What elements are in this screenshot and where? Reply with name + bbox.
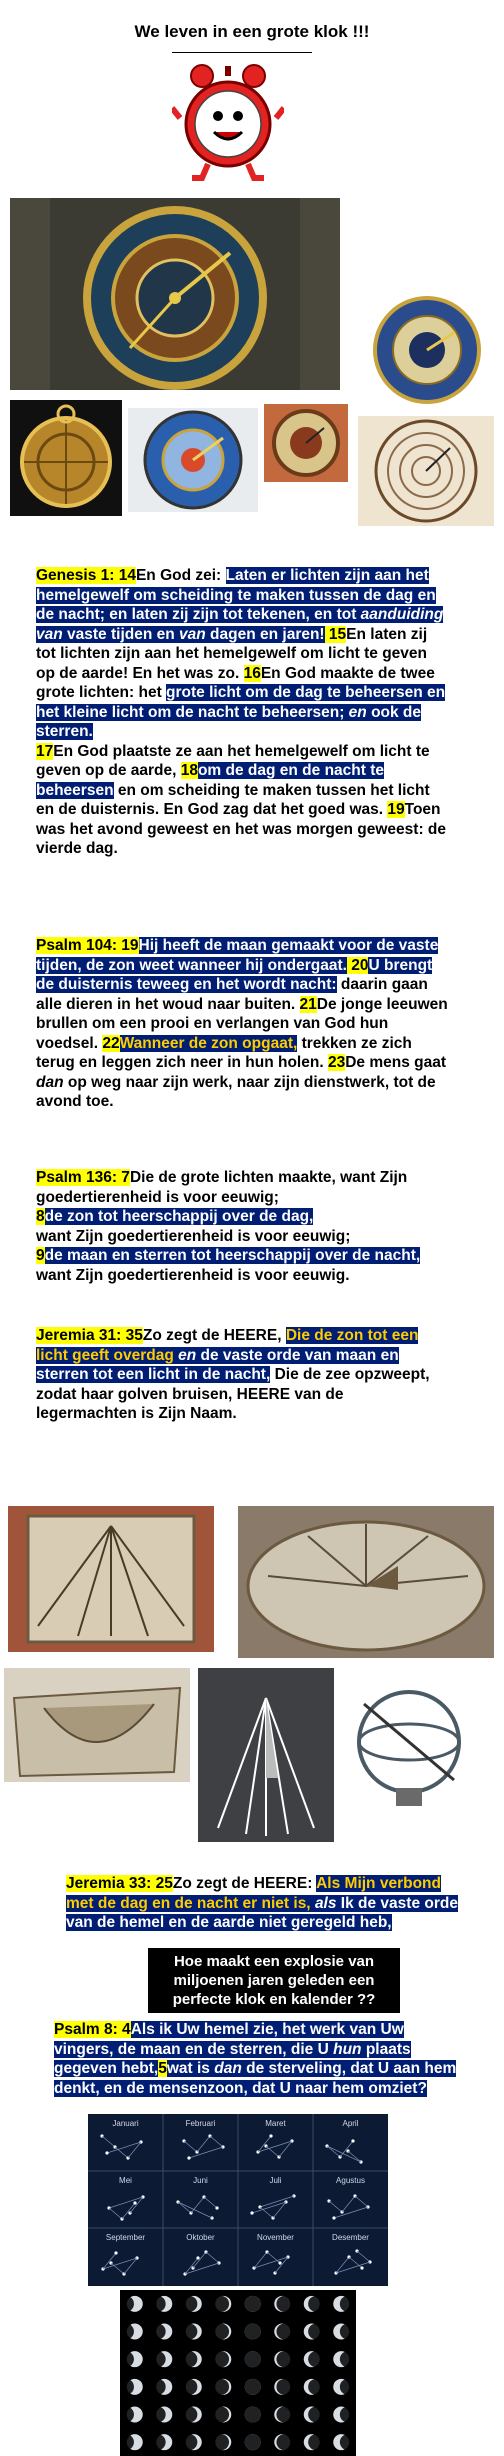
moon-icon: [274, 2379, 292, 2395]
moon-icon: [245, 2379, 261, 2395]
moon-icon: [245, 2351, 261, 2367]
star-icon: [215, 2206, 218, 2209]
moon-icon: [150, 2324, 173, 2340]
month-label: Desember: [332, 2233, 369, 2242]
moon-icon: [150, 2407, 173, 2423]
moon-icon: [245, 2296, 261, 2312]
armillary-sundial-photo: [344, 1684, 474, 1810]
moon-icon: [304, 2379, 324, 2395]
verse-ref-psalm-8: Psalm 8: 4: [54, 2021, 131, 2038]
moon-icon: [150, 2296, 173, 2312]
month-label: November: [257, 2233, 294, 2242]
moon-icon: [304, 2434, 324, 2450]
alarm-clock-cartoon: [172, 60, 284, 182]
star-icon: [278, 2261, 281, 2264]
month-label: Januari: [112, 2119, 139, 2128]
vertical-sundial-photo: [198, 1668, 334, 1842]
moon-icon: [274, 2324, 292, 2340]
month-label: Juli: [269, 2176, 282, 2185]
verse-ref-psalm-104: Psalm 104: 19: [36, 937, 139, 954]
month-label: Februari: [185, 2119, 216, 2128]
moon-icon: [181, 2379, 201, 2395]
moon-icon: [333, 2324, 356, 2340]
moon-icon: [245, 2324, 261, 2340]
verse-ref-genesis: Genesis 1: 14: [36, 567, 136, 584]
moon-icon: [181, 2296, 201, 2312]
moon-icon: [120, 2379, 143, 2395]
page-title: We leven in een grote klok !!!: [134, 22, 370, 41]
moon-icon: [274, 2296, 292, 2312]
blue-clock-photo: [128, 408, 258, 512]
moon-icon: [120, 2351, 143, 2367]
moon-icon: [150, 2379, 173, 2395]
verse-ref-psalm-136: Psalm 136: 7: [36, 1169, 130, 1186]
jeremia-33-passage: Jeremia 33: 25Zo zegt de HEERE: Als Mijn verbond met de dag en de nacht er niet is, als Ik de vaste orde van de hemel en de aarde niet geregeld heb,: [66, 1875, 458, 1931]
moon-icon: [181, 2351, 201, 2367]
star-icon: [196, 2256, 199, 2259]
moon-icon: [181, 2434, 201, 2450]
month-label: Juni: [193, 2176, 208, 2185]
month-label: Oktober: [186, 2233, 215, 2242]
psalm-136-passage: Psalm 136: 7Die de grote lichten maakte, want Zijn goedertierenheid is voor eeuwig; 8de zon tot heerschappij over de dag, want Zijn goedertierenheid is voor eeuwig; 9de maan en sterren tot heerschappij over de nacht, want Zijn goedertierenheid is voor eeuwig.: [36, 1169, 421, 1284]
jeremia-31-passage: Jeremia 31: 35Zo zegt de HEERE, Die de zon tot een licht geeft overdag en de vaste orde van maan en sterren tot een licht in de nacht, Die de zee opzweept, zodat haar golven bruisen, HEERE van de legermachten is Zijn Naam.: [36, 1327, 430, 1422]
moon-icon: [213, 2434, 231, 2450]
moon-icon: [150, 2351, 173, 2367]
genesis-passage: Genesis 1: 14En God zei: Laten er lichten zijn aan het hemelgewelf om scheiding te maken tussen de dag en de nacht; en laten zij zijn tot tekenen, en tot aanduiding van vaste tijden en van dagen en jaren! 15En laten zij tot lichten zijn aan het hemelgewelf om licht te geven op de aarde! En het was zo. 16En God maakte de twee grote lichten: het grote licht om de dag te beheersen en het kleine licht om de nacht te beheersen; en ook de sterren. 17En God plaatste ze aan het hemelgewelf om licht te geven op de aarde, 18om de dag en de nacht te beheersen en om scheiding te maken tussen het licht en de duisternis. En God zag dat het goed was. 19Toen was het avond geweest en het was morgen geweest: de vierde dag.: [36, 567, 447, 857]
star-icon: [133, 2201, 136, 2204]
constellation-grid: [88, 2114, 388, 2286]
psalm-8-passage: Psalm 8: 4Als ik Uw hemel zie, het werk van Uw vingers, de maan en de sterren, die U hun plaats gegeven hebt,5wat is dan de sterveling, dat U aan hem denkt, en de mensenzoon, dat U naar hem omziet?: [54, 2021, 457, 2097]
month-label: Maret: [265, 2119, 286, 2128]
month-label: September: [105, 2233, 146, 2242]
moon-icon: [274, 2434, 292, 2450]
moon-icon: [213, 2407, 231, 2423]
moon-phases: [120, 2290, 356, 2456]
star-icon: [332, 2216, 335, 2219]
month-label: April: [342, 2119, 359, 2128]
moon-icon: [333, 2434, 356, 2450]
star-icon: [105, 2151, 108, 2154]
moon-icon: [120, 2324, 143, 2340]
star-icon: [114, 2251, 117, 2254]
question-box: Hoe maakt een explosie van miljoenen jaren geleden een perfecte klok en kalender ??: [148, 1948, 400, 2013]
astronomical-clock-photo: [10, 198, 340, 390]
moon-icon: [333, 2407, 356, 2423]
month-label: Agustus: [336, 2176, 365, 2185]
constellation-calendar: [88, 2114, 388, 2286]
verse-ref-jeremia-31: Jeremia 31: 35: [36, 1327, 143, 1344]
moon-icon: [333, 2379, 356, 2395]
astronomical-clock-small-photo: [360, 296, 494, 404]
moon-phases-grid: [120, 2290, 356, 2456]
moon-icon: [304, 2296, 324, 2312]
moon-icon: [120, 2434, 143, 2450]
moon-icon: [304, 2407, 324, 2423]
hemispherical-sundial-photo: [4, 1668, 190, 1782]
ornate-clock-photo: [264, 404, 348, 482]
moon-icon: [150, 2434, 173, 2450]
verse-ref-jeremia-33: Jeremia 33: 25: [66, 1875, 173, 1892]
title-rule: [172, 52, 312, 53]
moon-icon: [274, 2351, 292, 2367]
star-icon: [269, 2134, 272, 2137]
astrolabe-photo: [10, 400, 122, 516]
psalm-104-passage: Psalm 104: 19Hij heeft de maan gemaakt voor de vaste tijden, de zon weet wanneer hij ondergaat. 20U brengt de duisternis teweeg en het wordt nacht: daarin gaan alle dieren in het woud naar buiten. 21De jonge leeuwen brullen om een prooi en verlangen van God hun voedsel. 22Wanneer de zon opgaat, trekken ze zich terug en leggen zich neer in hun holen. 23De mens gaat dan op weg naar zijn werk, naar zijn dienstwerk, tot de avond toe.: [36, 937, 448, 1110]
moon-icon: [213, 2379, 231, 2395]
moon-icon: [213, 2296, 231, 2312]
moon-icon: [304, 2351, 324, 2367]
moon-icon: [245, 2434, 261, 2450]
moon-icon: [274, 2407, 292, 2423]
moon-icon: [181, 2324, 201, 2340]
stone-sundial-photo: [238, 1506, 494, 1658]
moon-icon: [213, 2351, 231, 2367]
moon-icon: [304, 2324, 324, 2340]
moon-icon: [120, 2407, 143, 2423]
moon-icon: [181, 2407, 201, 2423]
spiral-clock-photo: [358, 416, 494, 526]
star-icon: [250, 2211, 253, 2214]
moon-icon: [245, 2407, 261, 2423]
star-icon: [351, 2139, 354, 2142]
month-label: Mei: [119, 2176, 132, 2185]
moon-icon: [120, 2296, 143, 2312]
moon-icon: [333, 2351, 356, 2367]
moon-icon: [333, 2296, 356, 2312]
moon-icon: [213, 2324, 231, 2340]
star-icon: [187, 2156, 190, 2159]
wall-sundial-photo: [8, 1506, 214, 1652]
star-icon: [360, 2266, 363, 2269]
